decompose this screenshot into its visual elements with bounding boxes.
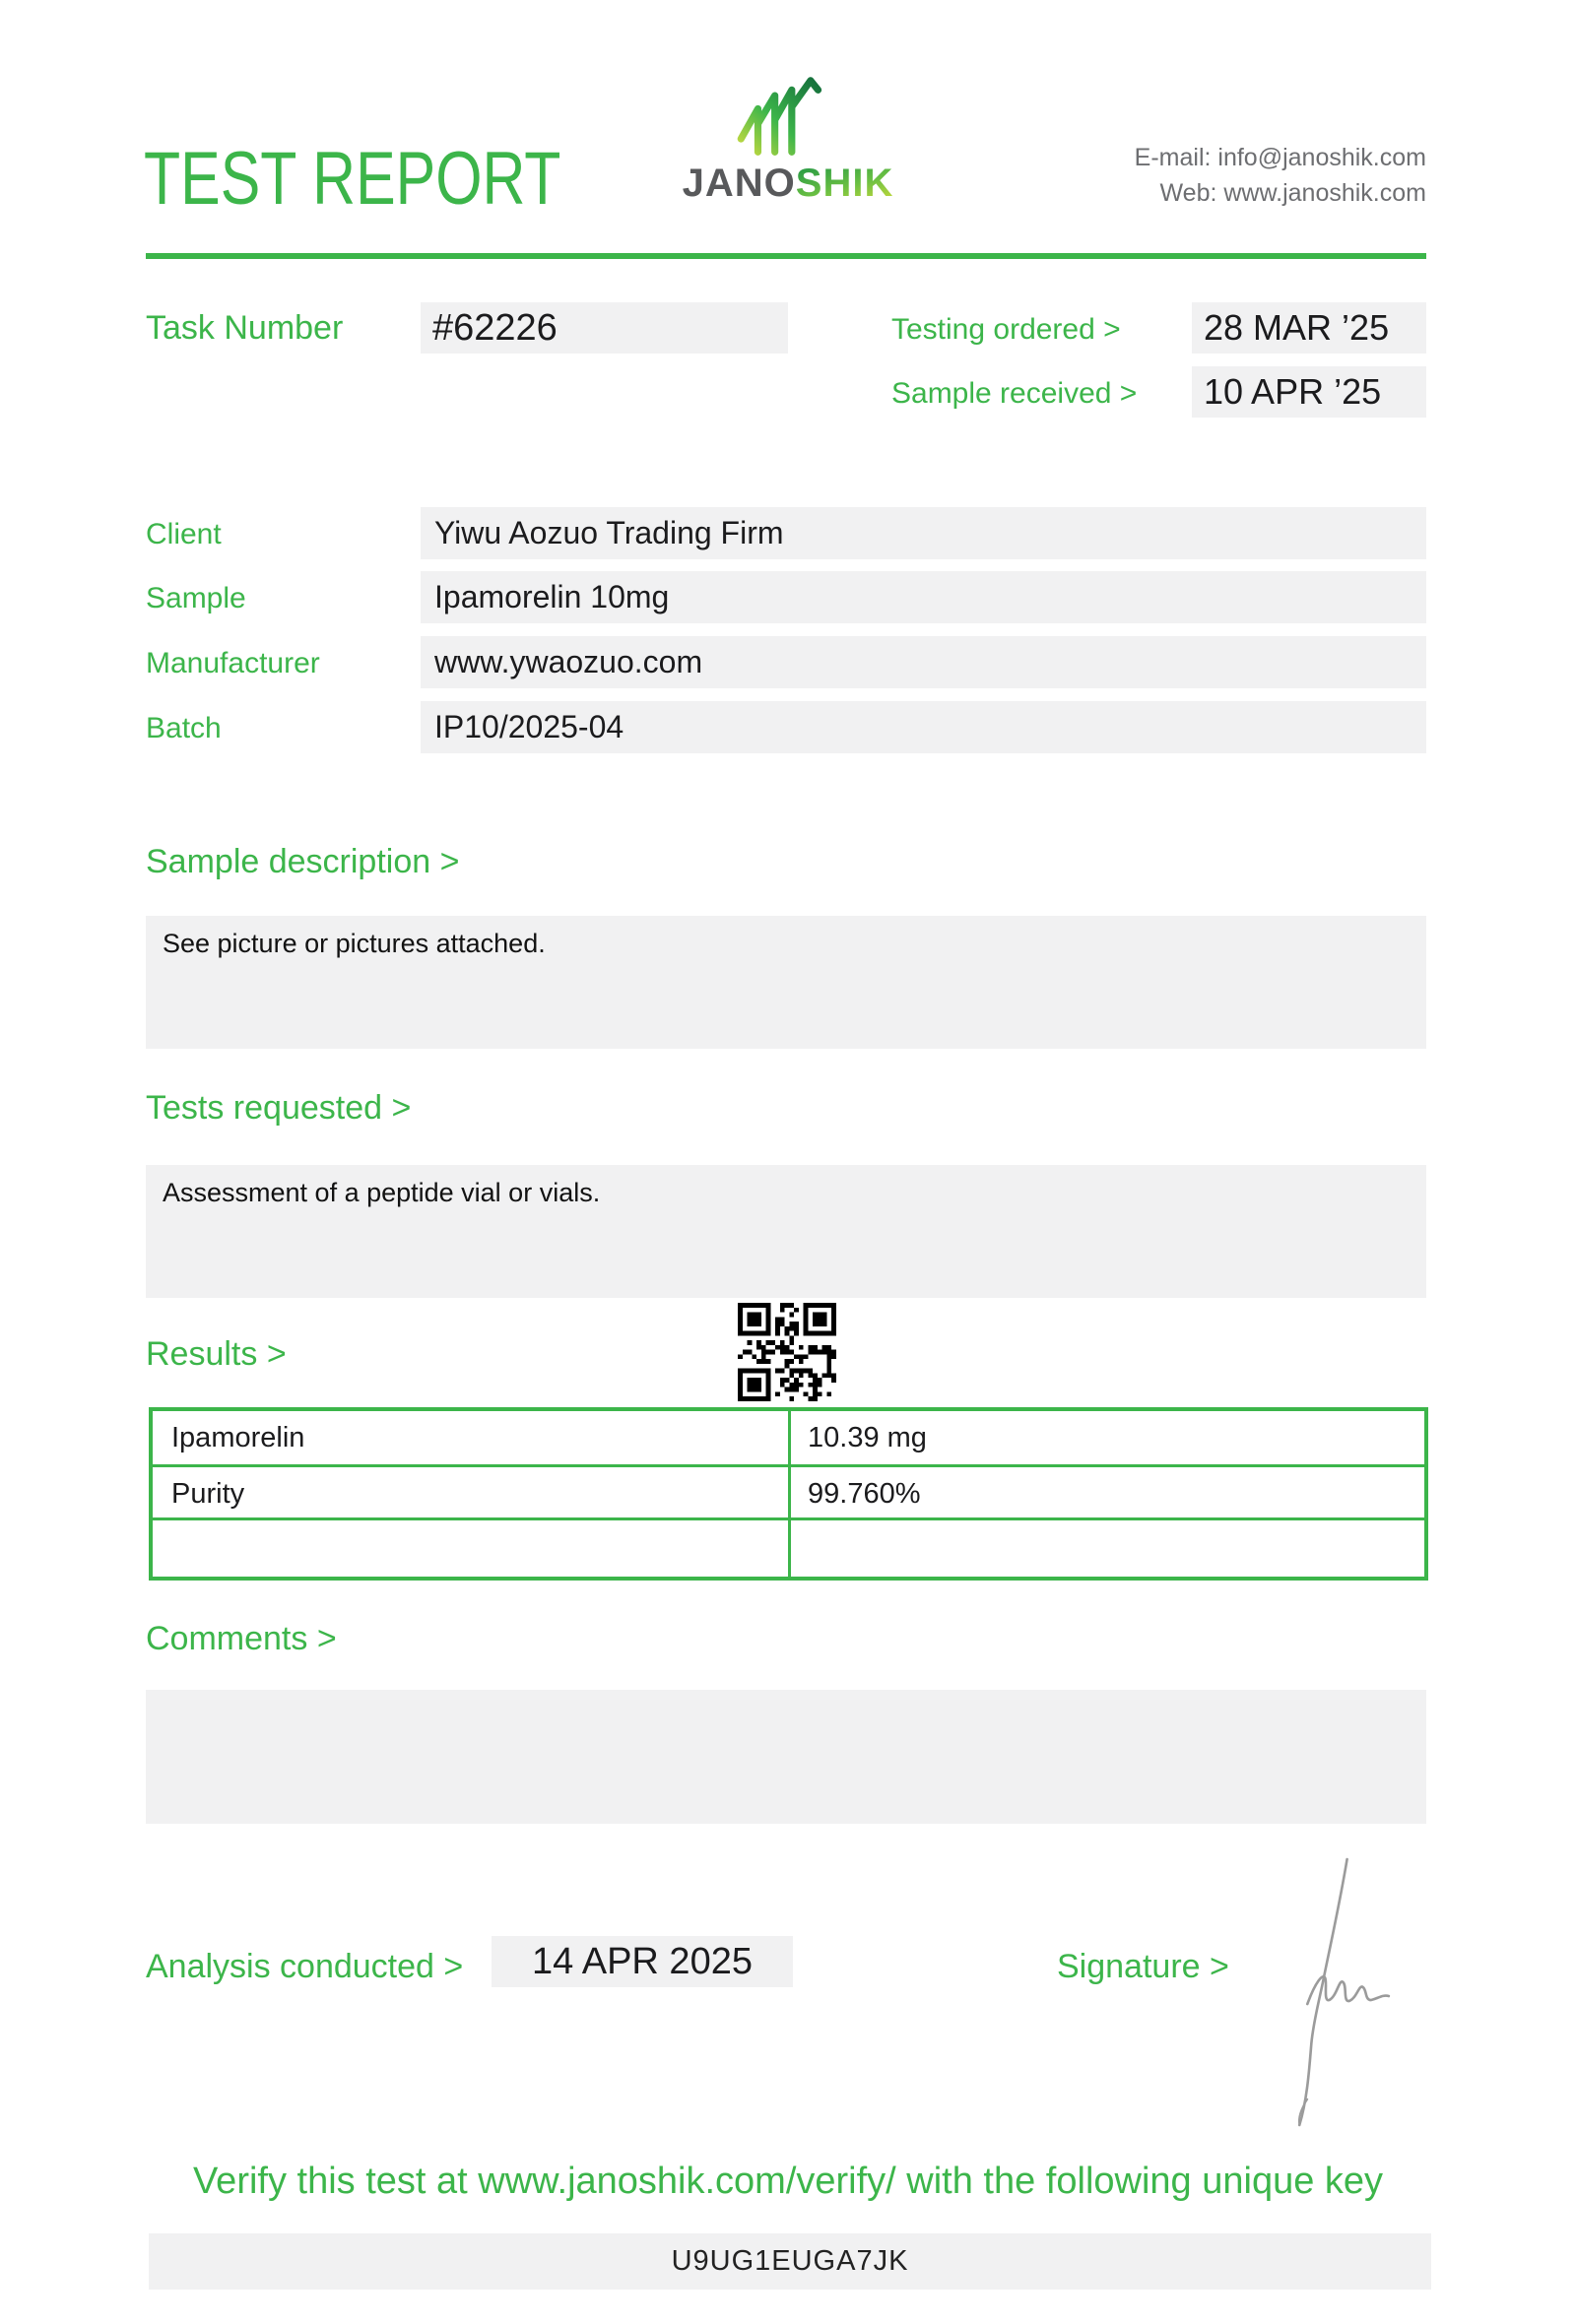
logo-text-shik: SHIK bbox=[795, 161, 894, 205]
task-number-label: Task Number bbox=[146, 309, 344, 347]
header-divider bbox=[146, 253, 1426, 259]
results-table bbox=[149, 1407, 1428, 1581]
logo-chart-icon bbox=[678, 77, 898, 160]
result-name bbox=[153, 1520, 788, 1577]
contact-email: E-mail: info@janoshik.com bbox=[1134, 144, 1426, 171]
verify-key: U9UG1EUGA7JK bbox=[149, 2233, 1431, 2290]
contact-web: Web: www.janoshik.com bbox=[1159, 179, 1426, 207]
batch-label: Batch bbox=[146, 712, 222, 744]
batch-value: IP10/2025-04 bbox=[421, 701, 1426, 753]
logo-wordmark bbox=[678, 163, 898, 203]
tests-requested-heading: Tests requested > bbox=[146, 1089, 412, 1127]
signature-image bbox=[1279, 1855, 1395, 2133]
analysis-conducted-label: Analysis conducted > bbox=[146, 1948, 464, 1985]
analysis-conducted-value: 14 APR 2025 bbox=[492, 1936, 793, 1987]
sample-label: Sample bbox=[146, 582, 246, 614]
table-row bbox=[153, 1517, 1424, 1577]
manufacturer-label: Manufacturer bbox=[146, 647, 320, 679]
signature-label: Signature > bbox=[1057, 1948, 1229, 1985]
testing-ordered-label: Testing ordered > bbox=[891, 313, 1121, 346]
results-heading: Results > bbox=[146, 1335, 287, 1373]
result-name: Purity bbox=[171, 1478, 245, 1510]
logo-text-jano: JANO bbox=[682, 161, 796, 205]
sample-received-label: Sample received > bbox=[891, 377, 1138, 410]
sample-description-heading: Sample description > bbox=[146, 843, 460, 880]
client-value: Yiwu Aozuo Trading Firm bbox=[421, 507, 1426, 559]
comments-heading: Comments > bbox=[146, 1620, 337, 1657]
testing-ordered-value: 28 MAR ’25 bbox=[1192, 302, 1426, 354]
sample-description-box bbox=[146, 916, 1426, 1049]
sample-value: Ipamorelin 10mg bbox=[421, 571, 1426, 623]
comments-box bbox=[146, 1690, 1426, 1824]
result-name: Ipamorelin bbox=[171, 1422, 305, 1453]
tests-requested-box bbox=[146, 1165, 1426, 1298]
qr-code bbox=[736, 1303, 838, 1401]
task-number-value: #62226 bbox=[421, 302, 788, 354]
client-label: Client bbox=[146, 518, 222, 550]
page-title: TEST REPORT bbox=[144, 137, 561, 221]
contact-info bbox=[1135, 140, 1426, 211]
tests-requested-text: Assessment of a peptide vial or vials. bbox=[163, 1178, 601, 1207]
table-row bbox=[153, 1411, 1424, 1464]
janoshik-logo bbox=[678, 77, 898, 203]
result-value: 99.760% bbox=[788, 1467, 1424, 1517]
result-value: 10.39 mg bbox=[788, 1411, 1424, 1464]
sample-description-text: See picture or pictures attached. bbox=[163, 929, 546, 958]
sample-received-value: 10 APR ’25 bbox=[1192, 366, 1426, 418]
table-row bbox=[153, 1464, 1424, 1517]
result-value bbox=[788, 1520, 1424, 1577]
manufacturer-value: www.ywaozuo.com bbox=[421, 636, 1426, 688]
verify-instruction: Verify this test at www.janoshik.com/verify/ with the following unique key bbox=[192, 2161, 1384, 2202]
